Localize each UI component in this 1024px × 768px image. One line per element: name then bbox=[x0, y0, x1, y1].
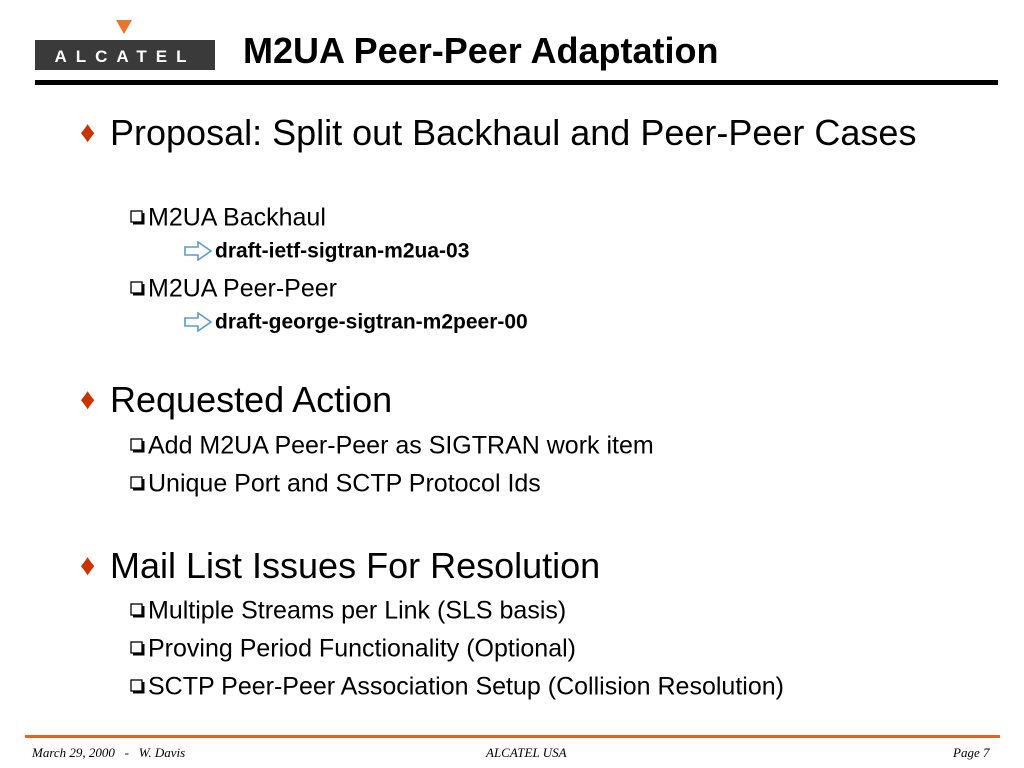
arrow-right-icon bbox=[183, 241, 213, 261]
sub-item-text: M2UA Peer-Peer bbox=[148, 274, 337, 303]
sub-item-add-work-item bbox=[130, 429, 654, 460]
draft-item-m2ua-03 bbox=[183, 238, 469, 264]
sub-item-multiple-streams bbox=[130, 594, 566, 625]
draft-text: draft-ietf-sigtran-m2ua-03 bbox=[215, 239, 470, 263]
sub-item-text: M2UA Backhaul bbox=[148, 203, 326, 232]
logo-text: ALCATEL bbox=[54, 47, 196, 66]
checkbox-icon bbox=[130, 475, 146, 491]
footer-page-number: Page 7 bbox=[953, 745, 990, 760]
arrow-right-icon bbox=[183, 312, 213, 332]
footer-date-author: March 29, 2000 - W. Davis bbox=[32, 745, 186, 760]
checkbox-icon bbox=[130, 437, 146, 453]
sub-item-text: Multiple Streams per Link (SLS basis) bbox=[148, 596, 567, 625]
bullet-text: Requested Action bbox=[110, 379, 393, 420]
sub-item-text: Unique Port and SCTP Protocol Ids bbox=[148, 469, 541, 498]
checkbox-icon bbox=[130, 280, 146, 296]
sub-item-proving-period bbox=[130, 632, 576, 663]
alcatel-logo-graphic bbox=[35, 20, 215, 72]
bullet-text: Mail List Issues For Resolution bbox=[110, 545, 601, 586]
diamond-icon: ♦ bbox=[80, 116, 96, 149]
footer-company: ALCATEL USA bbox=[486, 745, 567, 760]
sub-item-sctp-association bbox=[130, 670, 784, 701]
sub-item-unique-port bbox=[130, 467, 541, 498]
bullet-text: Proposal: Split out Backhaul and Peer-Peer Cases bbox=[110, 112, 917, 153]
checkbox-icon bbox=[130, 602, 146, 618]
sub-item-text: Proving Period Functionality (Optional) bbox=[148, 634, 576, 663]
alcatel-logo bbox=[35, 20, 215, 72]
footer-divider bbox=[25, 735, 1000, 738]
sub-item-m2ua-peer-peer bbox=[130, 272, 337, 303]
sub-item-text: SCTP Peer-Peer Association Setup (Collision Resolution) bbox=[148, 672, 784, 701]
draft-text: draft-george-sigtran-m2peer-00 bbox=[215, 310, 528, 334]
sub-item-text: Add M2UA Peer-Peer as SIGTRAN work item bbox=[148, 431, 654, 460]
draft-item-m2peer-00 bbox=[183, 309, 528, 335]
checkbox-icon bbox=[130, 678, 146, 694]
sub-item-m2ua-backhaul bbox=[130, 201, 326, 232]
checkbox-icon bbox=[130, 209, 146, 225]
logo-triangle-icon bbox=[116, 20, 132, 34]
title-divider bbox=[35, 80, 998, 85]
page-title: M2UA Peer-Peer Adaptation bbox=[243, 30, 719, 71]
diamond-icon: ♦ bbox=[80, 383, 96, 416]
diamond-icon: ♦ bbox=[80, 549, 96, 582]
checkbox-icon bbox=[130, 640, 146, 656]
